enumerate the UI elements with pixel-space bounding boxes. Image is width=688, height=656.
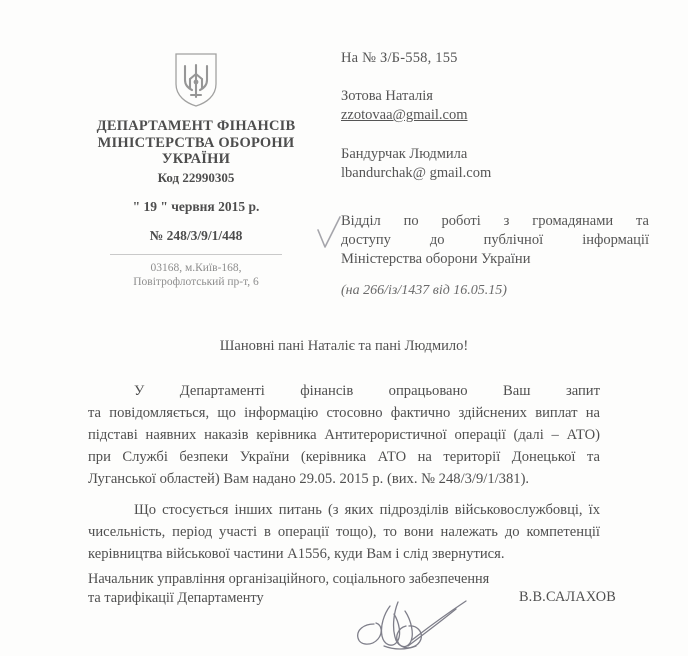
paragraph-1 bbox=[88, 380, 600, 490]
signatory-name: В.В.САЛАХОВ bbox=[518, 589, 616, 605]
department-line-2: доступу до публічної інформації bbox=[341, 232, 649, 248]
paragraph-1-line-2: та повідомляється, що інформацію стосовно фактично здійснених виплат на bbox=[88, 405, 600, 421]
ukrainian-trident-emblem bbox=[174, 52, 218, 108]
signatory-title-line-2: та тарифікації Департаменту bbox=[88, 590, 264, 606]
addressee-block bbox=[341, 50, 661, 183]
handwritten-check-mark-icon bbox=[316, 216, 342, 250]
letter-body bbox=[88, 380, 600, 574]
paragraph-1-line-3: підставі наявних наказів керівника Антитерористичної операції (далі – АТО) bbox=[88, 427, 600, 443]
letterhead-divider bbox=[110, 254, 282, 255]
letterhead-org-line-3: УКРАЇНИ bbox=[161, 151, 231, 167]
letterhead-outgoing-number: № 248/3/9/1/448 bbox=[149, 227, 243, 243]
recipient-1-name: Зотова Наталія bbox=[341, 88, 433, 104]
letterhead-address-line-2: Повітрофлотський пр-т, 6 bbox=[133, 275, 259, 288]
department-incoming-ref: (на 266/із/1437 від 16.05.15) bbox=[341, 283, 507, 298]
letterhead-org-code: Код 22990305 bbox=[157, 169, 235, 185]
letterhead-date: " 19 " червня 2015 р. bbox=[132, 198, 260, 214]
paragraph-2-line-2: чисельність, період участі в операції тощо), то вони належать до компетенції bbox=[88, 524, 600, 540]
recipient-2 bbox=[341, 145, 661, 183]
recipient-1-email[interactable]: zzotovaa@gmail.com bbox=[341, 107, 468, 123]
department-routing-block bbox=[341, 212, 649, 299]
letterhead-address-line-1: 03168, м.Київ-168, bbox=[150, 261, 242, 274]
recipient-2-name: Бандурчак Людмила bbox=[341, 146, 468, 162]
paragraph-2 bbox=[88, 499, 600, 565]
paragraph-1-line-1: У Департаменті фінансів опрацьовано Ваш запит bbox=[134, 383, 600, 399]
signatory-title-line-1: Начальник управління організаційного, соціального забезпечення bbox=[88, 571, 490, 587]
paragraph-2-line-1: Що стосується інших питань (з яких підрозділів військовослужбовці, їх bbox=[134, 502, 600, 518]
department-line-1: Відділ по роботі з громадянами та bbox=[341, 213, 649, 229]
paragraph-1-line-4: при Службі безпеки України (керівника АТО на території Донецької та bbox=[88, 449, 600, 465]
paragraph-2-line-3: керівництва військової частини А1556, куди Вам і слід звернутися. bbox=[88, 546, 505, 562]
incoming-reference: На № З/Б-558, 155 bbox=[341, 50, 458, 66]
department-line-3: Міністерства оборони України bbox=[341, 251, 531, 267]
salutation: Шановні пані Наталіє та пані Людмило! bbox=[219, 338, 469, 354]
letterhead-org-line-1: ДЕПАРТАМЕНТ ФІНАНСІВ bbox=[96, 118, 296, 134]
paragraph-1-line-5: Луганської областей) Вам надано 29.05. 2015 р. (вих. № 248/3/9/1/381). bbox=[88, 471, 530, 487]
handwritten-signature-icon bbox=[344, 596, 474, 654]
recipient-2-email[interactable]: lbandurchak@ gmail.com bbox=[341, 165, 492, 181]
letterhead bbox=[66, 52, 326, 289]
letterhead-org-line-2: МІНІСТЕРСТВА ОБОРОНИ bbox=[97, 134, 295, 151]
recipient-1 bbox=[341, 87, 661, 125]
